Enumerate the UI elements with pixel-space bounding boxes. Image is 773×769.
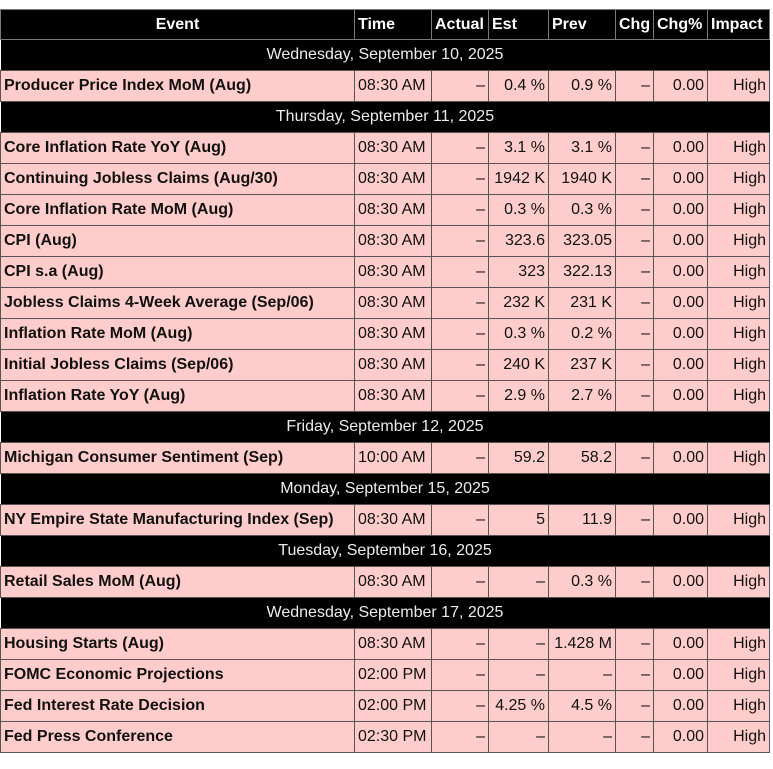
- cell-chg: –: [616, 567, 654, 598]
- cell-actual: –: [432, 443, 489, 474]
- cell-est: 0.3 %: [489, 319, 549, 350]
- table-row[interactable]: [1, 505, 770, 536]
- date-group-row: [1, 536, 770, 567]
- cell-chg-pct: 0.00: [654, 629, 708, 660]
- cell-chg: –: [616, 691, 654, 722]
- cell-actual: –: [432, 660, 489, 691]
- date-group-label: Wednesday, September 17, 2025: [1, 598, 770, 629]
- cell-est: 59.2: [489, 443, 549, 474]
- cell-actual: –: [432, 226, 489, 257]
- date-group-label: Monday, September 15, 2025: [1, 474, 770, 505]
- table-row[interactable]: [1, 350, 770, 381]
- cell-impact: High: [708, 443, 770, 474]
- cell-event: Producer Price Index MoM (Aug): [1, 71, 355, 102]
- cell-event: Initial Jobless Claims (Sep/06): [1, 350, 355, 381]
- cell-chg-pct: 0.00: [654, 71, 708, 102]
- cell-event: Core Inflation Rate YoY (Aug): [1, 133, 355, 164]
- cell-time: 08:30 AM: [355, 629, 432, 660]
- cell-chg: –: [616, 133, 654, 164]
- cell-chg-pct: 0.00: [654, 350, 708, 381]
- cell-time: 08:30 AM: [355, 350, 432, 381]
- cell-chg: –: [616, 319, 654, 350]
- cell-actual: –: [432, 195, 489, 226]
- cell-event: CPI s.a (Aug): [1, 257, 355, 288]
- cell-prev: 2.7 %: [549, 381, 616, 412]
- cell-chg-pct: 0.00: [654, 443, 708, 474]
- cell-event: Fed Press Conference: [1, 722, 355, 753]
- cell-est: 5: [489, 505, 549, 536]
- cell-prev: 0.3 %: [549, 195, 616, 226]
- cell-event: Retail Sales MoM (Aug): [1, 567, 355, 598]
- table-row[interactable]: [1, 691, 770, 722]
- column-header-est[interactable]: Est: [489, 10, 549, 40]
- cell-impact: High: [708, 381, 770, 412]
- cell-chg: –: [616, 505, 654, 536]
- cell-actual: –: [432, 567, 489, 598]
- cell-impact: High: [708, 660, 770, 691]
- cell-prev: 231 K: [549, 288, 616, 319]
- cell-impact: High: [708, 567, 770, 598]
- cell-impact: High: [708, 195, 770, 226]
- cell-time: 02:00 PM: [355, 660, 432, 691]
- cell-prev: 0.9 %: [549, 71, 616, 102]
- date-group-row: [1, 40, 770, 71]
- cell-chg-pct: 0.00: [654, 288, 708, 319]
- table-row[interactable]: [1, 133, 770, 164]
- cell-impact: High: [708, 288, 770, 319]
- column-header-impact[interactable]: Impact: [708, 10, 770, 40]
- cell-event: Inflation Rate MoM (Aug): [1, 319, 355, 350]
- cell-chg: –: [616, 722, 654, 753]
- cell-impact: High: [708, 133, 770, 164]
- economic-calendar-table: [0, 9, 770, 753]
- cell-impact: High: [708, 505, 770, 536]
- cell-impact: High: [708, 350, 770, 381]
- cell-time: 08:30 AM: [355, 71, 432, 102]
- cell-actual: –: [432, 71, 489, 102]
- date-group-row: [1, 598, 770, 629]
- cell-chg-pct: 0.00: [654, 226, 708, 257]
- column-header-actual[interactable]: Actual: [432, 10, 489, 40]
- cell-prev: 237 K: [549, 350, 616, 381]
- date-group-label: Friday, September 12, 2025: [1, 412, 770, 443]
- cell-actual: –: [432, 288, 489, 319]
- date-group-row: [1, 102, 770, 133]
- cell-est: 3.1 %: [489, 133, 549, 164]
- cell-actual: –: [432, 691, 489, 722]
- cell-actual: –: [432, 319, 489, 350]
- date-group-row: [1, 474, 770, 505]
- cell-event: NY Empire State Manufacturing Index (Sep): [1, 505, 355, 536]
- cell-chg: –: [616, 71, 654, 102]
- cell-chg: –: [616, 443, 654, 474]
- cell-chg: –: [616, 381, 654, 412]
- table-body: [1, 40, 770, 753]
- cell-event: Core Inflation Rate MoM (Aug): [1, 195, 355, 226]
- cell-impact: High: [708, 319, 770, 350]
- cell-chg: –: [616, 226, 654, 257]
- cell-time: 10:00 AM: [355, 443, 432, 474]
- cell-chg-pct: 0.00: [654, 381, 708, 412]
- cell-time: 02:30 PM: [355, 722, 432, 753]
- cell-prev: 0.3 %: [549, 567, 616, 598]
- cell-prev: 3.1 %: [549, 133, 616, 164]
- column-header-chg-pct[interactable]: Chg%: [654, 10, 708, 40]
- date-group-label: Wednesday, September 10, 2025: [1, 40, 770, 71]
- cell-est: –: [489, 629, 549, 660]
- cell-est: 0.4 %: [489, 71, 549, 102]
- cell-event: CPI (Aug): [1, 226, 355, 257]
- date-group-label: Thursday, September 11, 2025: [1, 102, 770, 133]
- table-row[interactable]: [1, 195, 770, 226]
- cell-impact: High: [708, 722, 770, 753]
- cell-time: 08:30 AM: [355, 164, 432, 195]
- column-header-time[interactable]: Time: [355, 10, 432, 40]
- cell-est: –: [489, 722, 549, 753]
- column-header-event[interactable]: Event: [1, 10, 355, 40]
- cell-actual: –: [432, 164, 489, 195]
- table-row[interactable]: [1, 226, 770, 257]
- cell-time: 08:30 AM: [355, 319, 432, 350]
- cell-time: 08:30 AM: [355, 226, 432, 257]
- cell-prev: 0.2 %: [549, 319, 616, 350]
- cell-chg-pct: 0.00: [654, 195, 708, 226]
- table-row[interactable]: [1, 257, 770, 288]
- table-row[interactable]: [1, 629, 770, 660]
- cell-chg-pct: 0.00: [654, 660, 708, 691]
- table-row[interactable]: [1, 288, 770, 319]
- cell-chg-pct: 0.00: [654, 257, 708, 288]
- date-group-label: Tuesday, September 16, 2025: [1, 536, 770, 567]
- column-header-chg[interactable]: Chg: [616, 10, 654, 40]
- cell-time: 08:30 AM: [355, 195, 432, 226]
- cell-actual: –: [432, 257, 489, 288]
- table-row[interactable]: [1, 381, 770, 412]
- cell-est: –: [489, 660, 549, 691]
- cell-time: 08:30 AM: [355, 257, 432, 288]
- cell-time: 08:30 AM: [355, 567, 432, 598]
- cell-est: 323: [489, 257, 549, 288]
- cell-est: 1942 K: [489, 164, 549, 195]
- cell-chg: –: [616, 288, 654, 319]
- cell-event: Housing Starts (Aug): [1, 629, 355, 660]
- cell-chg-pct: 0.00: [654, 133, 708, 164]
- cell-prev: –: [549, 660, 616, 691]
- cell-event: FOMC Economic Projections: [1, 660, 355, 691]
- date-group-row: [1, 412, 770, 443]
- cell-prev: 11.9: [549, 505, 616, 536]
- cell-est: 240 K: [489, 350, 549, 381]
- cell-actual: –: [432, 381, 489, 412]
- cell-time: 02:00 PM: [355, 691, 432, 722]
- cell-prev: 1.428 M: [549, 629, 616, 660]
- cell-event: Continuing Jobless Claims (Aug/30): [1, 164, 355, 195]
- cell-est: –: [489, 567, 549, 598]
- table-row[interactable]: [1, 660, 770, 691]
- cell-est: 0.3 %: [489, 195, 549, 226]
- cell-chg: –: [616, 164, 654, 195]
- cell-chg: –: [616, 257, 654, 288]
- cell-impact: High: [708, 691, 770, 722]
- cell-chg-pct: 0.00: [654, 722, 708, 753]
- cell-chg: –: [616, 629, 654, 660]
- table-row[interactable]: [1, 722, 770, 753]
- cell-est: 323.6: [489, 226, 549, 257]
- cell-prev: 322.13: [549, 257, 616, 288]
- cell-actual: –: [432, 350, 489, 381]
- cell-prev: –: [549, 722, 616, 753]
- cell-est: 4.25 %: [489, 691, 549, 722]
- cell-chg-pct: 0.00: [654, 164, 708, 195]
- cell-chg-pct: 0.00: [654, 505, 708, 536]
- table-row[interactable]: [1, 319, 770, 350]
- table-row[interactable]: [1, 71, 770, 102]
- cell-time: 08:30 AM: [355, 288, 432, 319]
- cell-impact: High: [708, 164, 770, 195]
- cell-prev: 323.05: [549, 226, 616, 257]
- cell-time: 08:30 AM: [355, 505, 432, 536]
- cell-est: 2.9 %: [489, 381, 549, 412]
- cell-event: Michigan Consumer Sentiment (Sep): [1, 443, 355, 474]
- cell-event: Inflation Rate YoY (Aug): [1, 381, 355, 412]
- cell-chg: –: [616, 350, 654, 381]
- column-header-prev[interactable]: Prev: [549, 10, 616, 40]
- cell-actual: –: [432, 629, 489, 660]
- table-row[interactable]: [1, 164, 770, 195]
- cell-actual: –: [432, 133, 489, 164]
- cell-impact: High: [708, 71, 770, 102]
- cell-prev: 4.5 %: [549, 691, 616, 722]
- table-row[interactable]: [1, 567, 770, 598]
- cell-est: 232 K: [489, 288, 549, 319]
- cell-event: Jobless Claims 4-Week Average (Sep/06): [1, 288, 355, 319]
- cell-actual: –: [432, 722, 489, 753]
- cell-chg-pct: 0.00: [654, 319, 708, 350]
- table-header: [1, 10, 770, 40]
- cell-prev: 58.2: [549, 443, 616, 474]
- table-row[interactable]: [1, 443, 770, 474]
- cell-chg: –: [616, 195, 654, 226]
- cell-time: 08:30 AM: [355, 381, 432, 412]
- cell-chg: –: [616, 660, 654, 691]
- cell-actual: –: [432, 505, 489, 536]
- cell-prev: 1940 K: [549, 164, 616, 195]
- cell-time: 08:30 AM: [355, 133, 432, 164]
- cell-chg-pct: 0.00: [654, 691, 708, 722]
- cell-impact: High: [708, 257, 770, 288]
- cell-event: Fed Interest Rate Decision: [1, 691, 355, 722]
- cell-impact: High: [708, 629, 770, 660]
- cell-impact: High: [708, 226, 770, 257]
- header-row: [1, 10, 770, 40]
- cell-chg-pct: 0.00: [654, 567, 708, 598]
